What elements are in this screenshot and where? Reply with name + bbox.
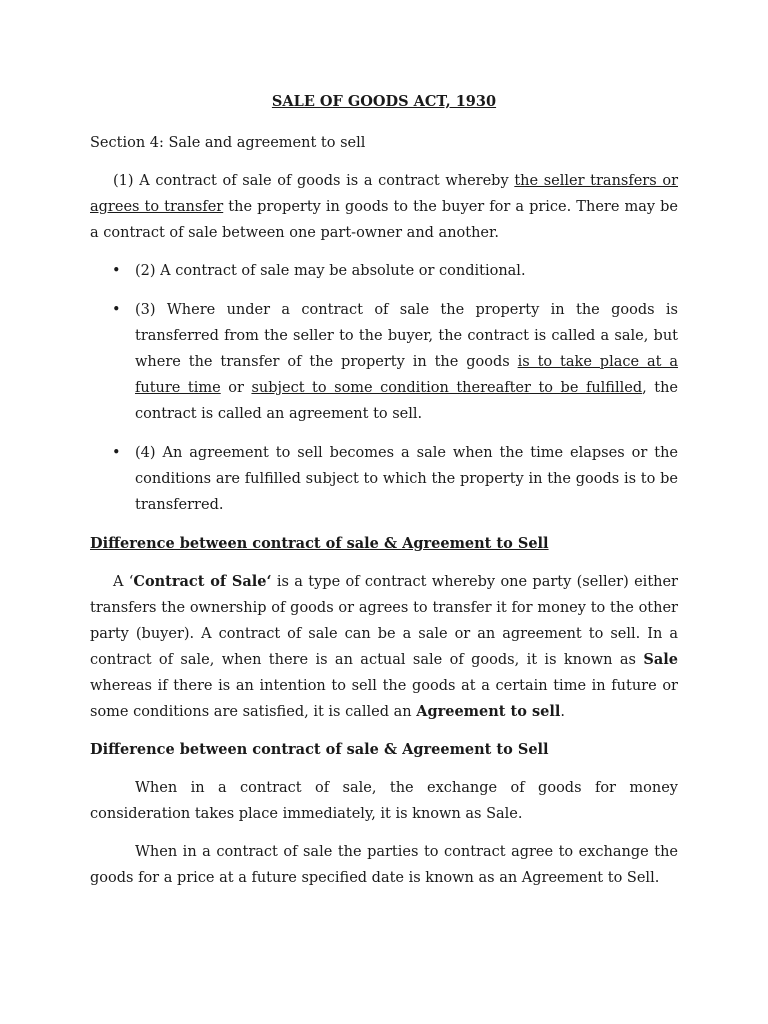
- paragraph-1-text-b: the property in goods to the buyer for a price. There may be a contract of sale between one part-owner and another.: [90, 199, 678, 241]
- bullet-item-4: [90, 440, 678, 518]
- paragraph-2-bold-2: Sale: [643, 651, 678, 668]
- paragraph-2: [90, 569, 678, 725]
- bullet-item-3-text-c: , the contract is called an agreement to sell.: [135, 380, 678, 422]
- paragraph-4: When in a contract of sale the parties to contract agree to exchange the goods for a price at a future specified date is known as an Agreement to Sell.: [90, 844, 678, 886]
- bullet-list: [90, 258, 678, 518]
- paragraph-1-underline-1: the seller transfers or agrees to transfer: [90, 173, 678, 215]
- bullet-item-2: [90, 258, 678, 284]
- bullet-item-3-underline-1: is to take place at a future time: [135, 354, 679, 396]
- bullet-item-4-text: (4) An agreement to sell becomes a sale when the time elapses or the conditions are fulfilled subject to which the property in the goods is to be transferred.: [135, 445, 678, 513]
- bullet-item-3-text-b: or: [220, 380, 252, 396]
- document-title: SALE OF GOODS ACT, 1930: [271, 93, 497, 110]
- paragraph-2-text-b: is a type of contract whereby one party (seller) either transfers the ownership of goods or agrees to transfer it for money to the other party (buyer). A contract of sale can be a sale or an agreement to sell. In a contract of sale, when there is an actual sale of goods, it is known as: [90, 574, 678, 668]
- heading-difference-1: Difference between contract of sale & Agreement to Sell: [90, 535, 549, 552]
- bullet-item-3-text-a: (3) Where under a contract of sale the property in the goods is transferred from the seller to the buyer, the contract is called a sale, but where the transfer of the property in the goods: [135, 302, 678, 370]
- paragraph-3: When in a contract of sale, the exchange of goods for money consideration takes place immediately, it is known as Sale.: [90, 780, 678, 822]
- paragraph-2-text-d: .: [560, 704, 565, 720]
- heading-difference-2: Difference between contract of sale & Agreement to Sell: [90, 741, 549, 758]
- bullet-icon: •: [112, 445, 121, 461]
- paragraph-1-text-a: (1) A contract of sale of goods is a contract whereby: [113, 173, 515, 189]
- paragraph-2-text-a: A ‘: [113, 574, 134, 590]
- document-page: [90, 88, 678, 903]
- paragraph-1: [90, 168, 678, 246]
- bullet-icon: •: [112, 302, 121, 318]
- bullet-item-3: [90, 297, 678, 427]
- paragraph-2-text-c: whereas if there is an intention to sell the goods at a certain time in future or some conditions are satisfied, it is called an: [90, 678, 678, 720]
- paragraph-2-bold-3: Agreement to sell: [416, 703, 561, 720]
- bullet-item-3-underline-2: subject to some condition thereafter to be fulfilled: [251, 380, 643, 396]
- bullet-item-2-text: (2) A contract of sale may be absolute or conditional.: [135, 263, 526, 279]
- section-heading: Section 4: Sale and agreement to sell: [90, 135, 366, 151]
- paragraph-2-bold-1: Contract of Sale‘: [133, 573, 272, 590]
- bullet-icon: •: [112, 263, 121, 279]
